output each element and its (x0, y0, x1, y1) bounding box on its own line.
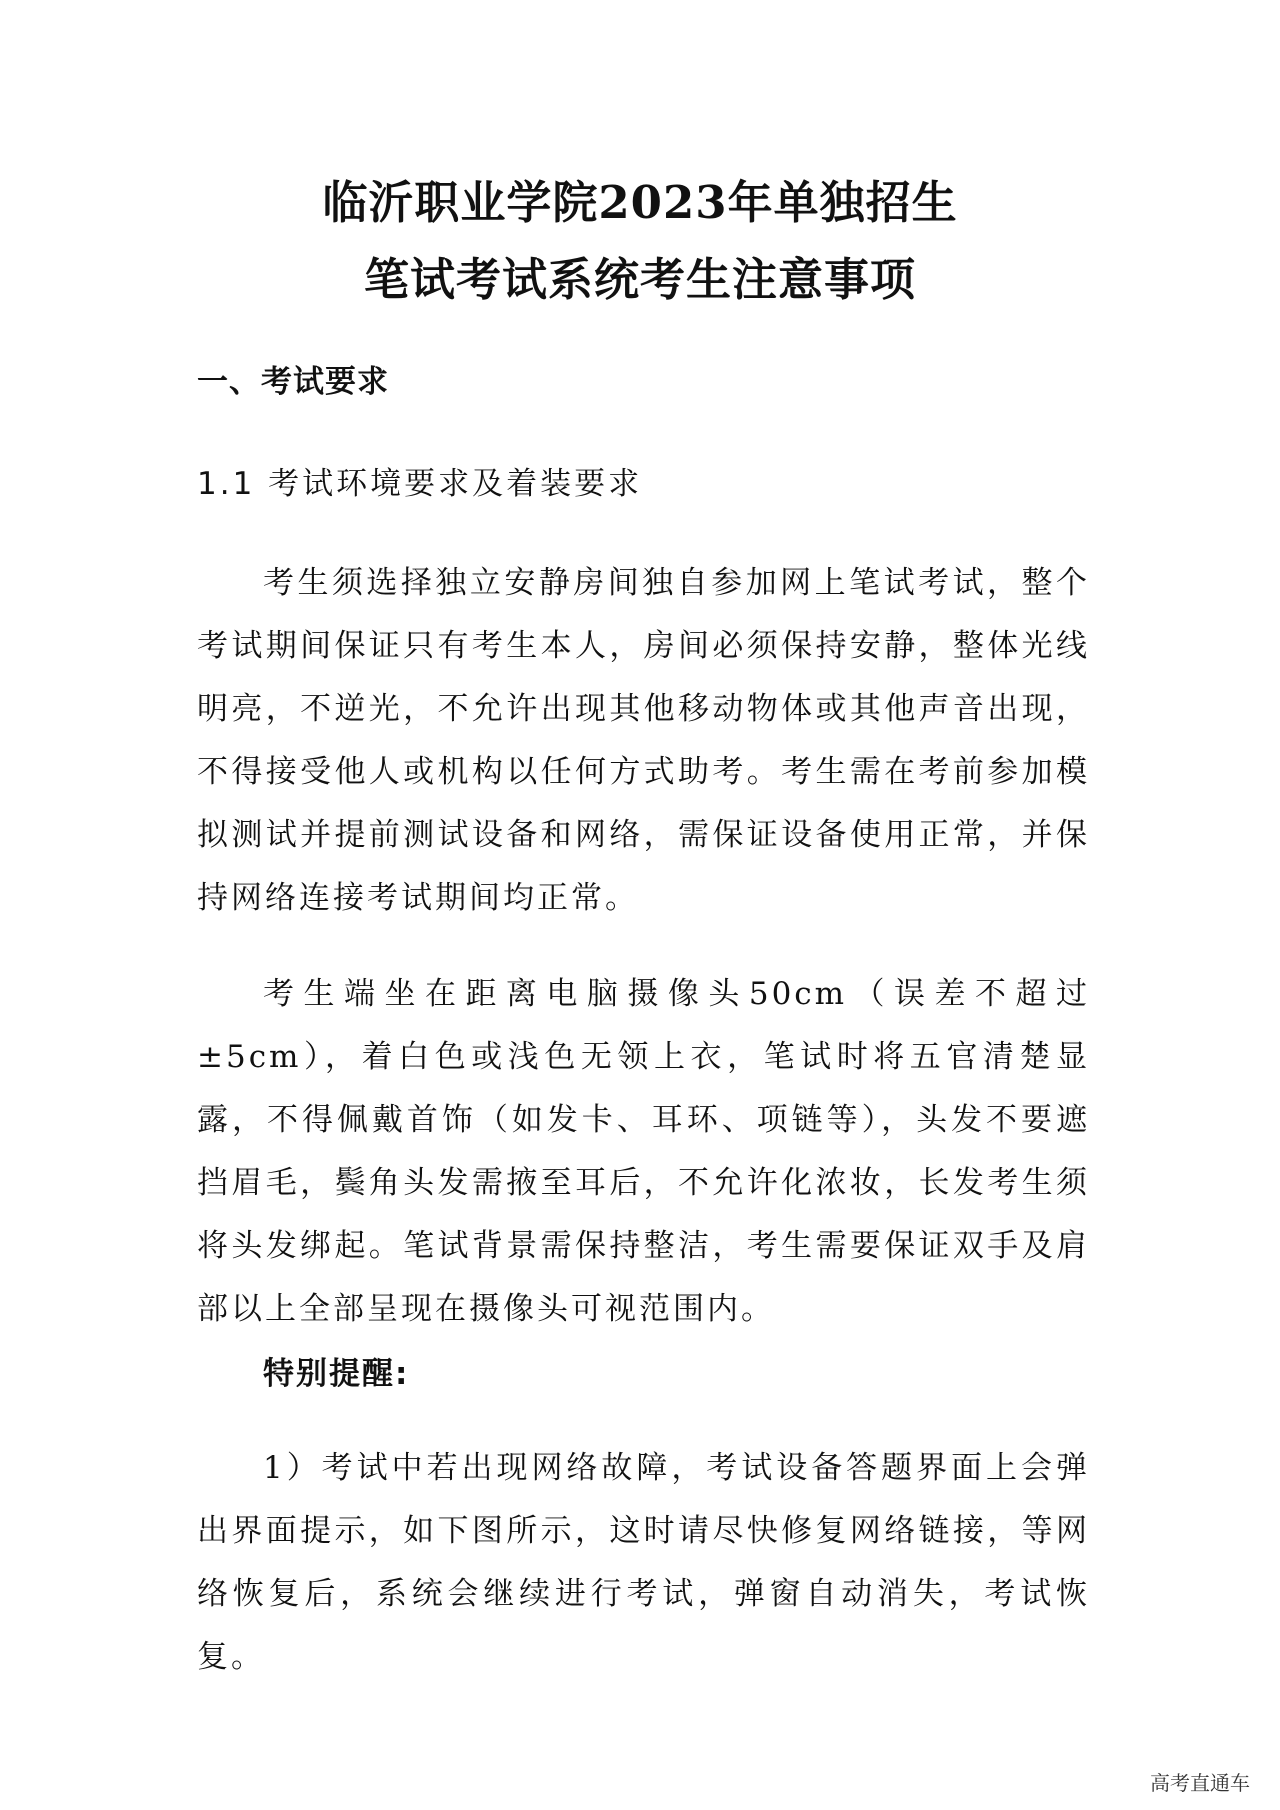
document-title-line2: 笔试考试系统考生注意事项 (363, 253, 916, 306)
watermark: 高考直通车 (1150, 1771, 1250, 1795)
document-title-line1: 临沂职业学院2023年单独招生 (322, 176, 958, 229)
paragraph-environment: 考生须选择独立安静房间独自参加网上笔试考试，整个考试期间保证只有考生本人，房间必须保持安静，整体光线明亮，不逆光，不允许出现其他移动物体或其他声音出现，不得接受他人或机构以任何方式助考。考生需在考前参加模拟测试并提前测试设备和网络，需保证设备使用正常，并保持网络连接考试期间均正常。 (197, 565, 1090, 916)
section-heading: 一、考试要求 (197, 364, 389, 400)
special-reminder-label: 特别提醒: (263, 1356, 410, 1392)
subsection-heading: 1.1 考试环境要求及着装要求 (197, 466, 643, 502)
paragraph-dress-code: 考生端坐在距离电脑摄像头50cm（误差不超过±5cm），着白色或浅色无领上衣，笔试时将五官清楚显露，不得佩戴首饰（如发卡、耳环、项链等），头发不要遮挡眉毛，鬓角头发需掖至耳后，不允许化浓妆，长发考生须将头发绑起。笔试背景需保持整洁，考生需要保证双手及肩部以上全部呈现在摄像头可视范围内。 (197, 976, 1090, 1327)
paragraph-network-failure: 1）考试中若出现网络故障，考试设备答题界面上会弹出界面提示，如下图所示，这时请尽快修复网络链接，等网络恢复后，系统会继续进行考试，弹窗自动消失，考试恢复。 (197, 1450, 1090, 1675)
